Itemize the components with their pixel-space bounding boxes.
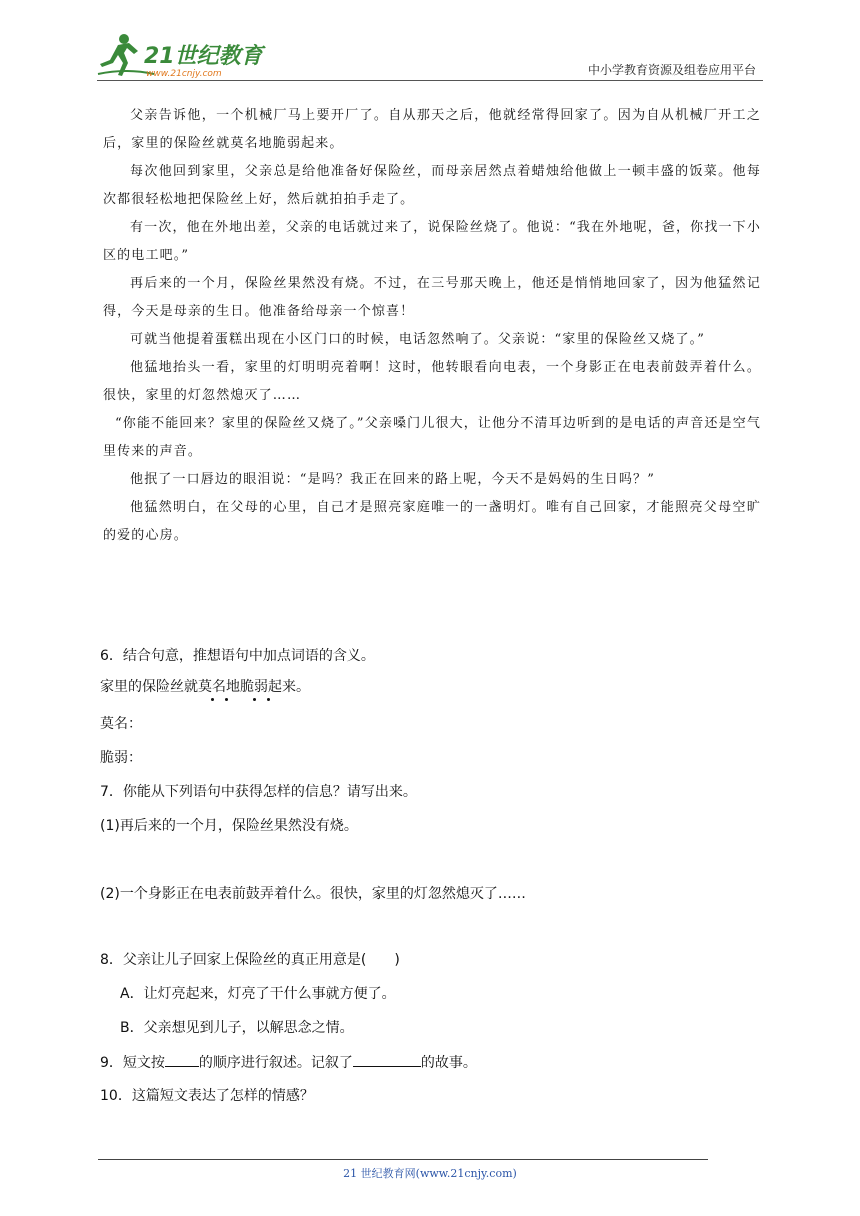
- passage-paragraph: 他猛然明白，在父母的心里，自己才是照亮家庭唯一的一盏明灯。唯有自己回家，才能照亮父母空旷的爱的心房。: [103, 500, 761, 543]
- passage-paragraph: “你能不能回来？家里的保险丝又烧了。”父亲嗓门儿很大，让他分不清耳边听到的是电话的声音还是空气里传来的声音。: [103, 416, 761, 459]
- emphasis-dot: [211, 698, 214, 701]
- emphasis-dot: [267, 698, 270, 701]
- question-9-part-3: 的故事。: [420, 1055, 477, 1071]
- footer-text[interactable]: 21 世纪教育网(www.21cnjy.com): [343, 1167, 517, 1180]
- question-7-item-1: (1)再后来的一个月，保险丝果然没有烧。: [100, 818, 358, 834]
- question-9: [100, 1052, 477, 1073]
- emphasis-dot: [225, 698, 228, 701]
- question-8-option-a[interactable]: A．让灯亮起来，灯亮了干什么事就方便了。: [120, 986, 396, 1002]
- passage-paragraph: 他抿了一口唇边的眼泪说：“是吗？我正在回来的路上呢，今天不是妈妈的生日吗？”: [130, 472, 655, 487]
- question-6-stem: 6．结合句意，推想语句中加点词语的含义。: [100, 648, 375, 664]
- answer-blank-1[interactable]: [165, 1052, 199, 1067]
- question-8-stem: 8．父亲让儿子回家上保险丝的真正用意是( ): [100, 952, 400, 968]
- passage-paragraph: 他猛地抬头一看，家里的灯明明亮着啊！这时，他转眼看向电表，一个身影正在电表前鼓弄着什么。很快，家里的灯忽然熄灭了……: [103, 360, 761, 403]
- header-divider: [97, 80, 763, 81]
- question-7-item-2: (2)一个身影正在电表前鼓弄着什么。很快，家里的灯忽然熄灭了……: [100, 886, 526, 902]
- passage-paragraph: 再后来的一个月，保险丝果然没有烧。不过，在三号那天晚上，他还是悄悄地回家了，因为他猛然记得，今天是母亲的生日。他准备给母亲一个惊喜！: [103, 276, 761, 319]
- logo-url-text: www.21cnjy.com: [146, 69, 222, 79]
- question-6-sentence: 家里的保险丝就莫名地脆弱起来。: [100, 679, 310, 695]
- site-logo: [96, 30, 266, 82]
- passage-paragraph: 有一次，他在外地出差，父亲的电话就过来了，说保险丝烧了。他说：“我在外地呢，爸，你找一下小区的电工吧。”: [103, 220, 761, 263]
- platform-label: 中小学教育资源及组卷应用平台: [587, 63, 756, 77]
- question-6-term-2: 脆弱：: [100, 750, 142, 766]
- question-7-stem: 7．你能从下列语句中获得怎样的信息？请写出来。: [100, 784, 417, 800]
- answer-blank-2[interactable]: [353, 1052, 421, 1067]
- passage-paragraph: 可就当他提着蛋糕出现在小区门口的时候，电话忽然响了。父亲说：“家里的保险丝又烧了。”: [130, 332, 706, 347]
- emphasis-dot: [253, 698, 256, 701]
- question-10-stem: 10．这篇短文表达了怎样的情感？: [100, 1088, 314, 1104]
- footer-divider: [98, 1159, 708, 1160]
- question-9-part-1: 9．短文按: [100, 1055, 165, 1071]
- reading-passage: [103, 102, 761, 550]
- question-6-term-1: 莫名：: [100, 716, 142, 732]
- passage-paragraph: 父亲告诉他，一个机械厂马上要开厂了。自从那天之后，他就经常得回家了。因为自从机械厂开工之后，家里的保险丝就莫名地脆弱起来。: [103, 108, 761, 151]
- question-8-option-b[interactable]: B．父亲想见到儿子，以解思念之情。: [120, 1020, 354, 1036]
- logo-main-text: 21世纪教育: [144, 44, 263, 69]
- question-9-part-2: 的顺序进行叙述。记叙了: [198, 1055, 353, 1071]
- passage-paragraph: 每次他回到家里，父亲总是给他准备好保险丝，而母亲居然点着蜡烛给他做上一顿丰盛的饭菜。他每次都很轻松地把保险丝上好，然后就拍拍手走了。: [103, 164, 761, 207]
